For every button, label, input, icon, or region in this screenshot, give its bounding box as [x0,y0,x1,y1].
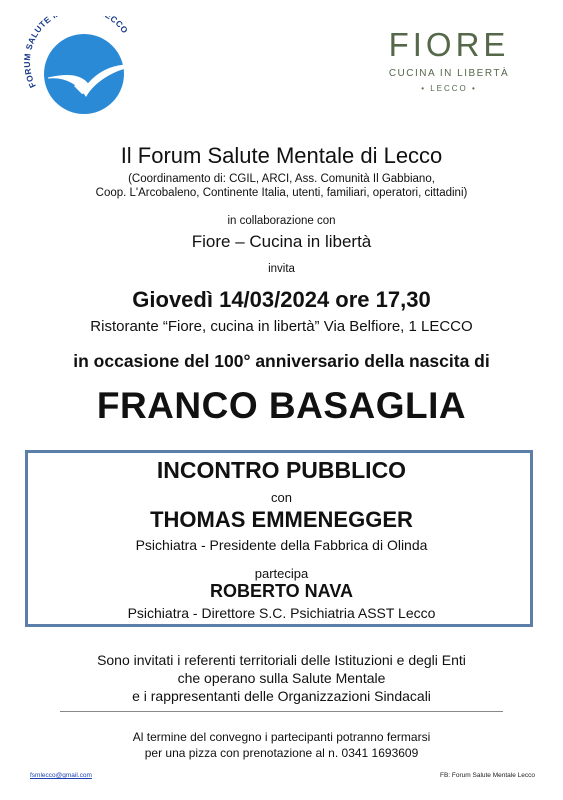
closing-line-1: Al termine del convegno i partecipanti potranno fermarsi [132,730,431,744]
forum-logo [22,16,144,116]
collaboration-intro: in collaborazione con [227,215,336,227]
organizer-title: Il Forum Salute Mentale di Lecco [120,143,443,168]
svg-text:FORUM SALUTE MENTALE LECCO: FORUM SALUTE CCO [22,16,131,90]
event-occasion: in occasione del 100° anniversario della nascita di [73,351,490,371]
closing-line-2: per una pizza con prenotazione al n. 0341 1693609 [144,746,419,760]
seagull-logo-icon [22,16,144,116]
invitation-line-1: Sono invitati i referenti territoriali delle Istituzioni e degli Enti [97,652,466,668]
fiore-name: FIORE [388,26,510,63]
fiore-city: • LECCO • [421,84,477,93]
participant-role: Psichiatra - Direttore S.C. Psichiatria ASST Lecco [127,605,436,621]
with-word: con [271,490,292,505]
honoree-name: FRANCO BASAGLIA [96,385,467,426]
collaborator-name: Fiore – Cucina in libertà [191,232,372,251]
participant-name: ROBERTO NAVA [209,581,353,601]
email-link[interactable]: fsmlecco@gmail.com [30,772,92,779]
participates-word: partecipa [254,566,309,581]
coordination-line-2: Coop. L'Arcobaleno, Continente Italia, utenti, familiari, operatori, cittadini) [95,187,468,199]
meeting-title: INCONTRO PUBBLICO [156,457,407,483]
event-datetime: Giovedì 14/03/2024 ore 17,30 [132,287,431,312]
speaker-role: Psichiatra - Presidente della Fabbrica di Olinda [135,537,428,553]
divider [60,711,503,712]
invitation-line-2: che operano sulla Salute Mentale [177,670,386,686]
coordination-line-1: (Coordinamento di: CGIL, ARCI, Ass. Comunità Il Gabbiano, [128,173,435,185]
fiore-logo [386,28,512,98]
invitation-line-3: e i rappresentanti delle Organizzazioni Sindacali [132,688,431,704]
fiore-subtitle: CUCINA IN LIBERTÀ [388,68,510,79]
speaker-name: THOMAS EMMENEGGER [150,507,413,532]
event-location: Ristorante “Fiore, cucina in libertà” Via Belfiore, 1 LECCO [90,318,473,335]
fiore-wordmark [386,28,512,61]
invite-word: invita [268,263,295,275]
facebook-text: FB: Forum Salute Mentale Lecco [439,772,535,779]
